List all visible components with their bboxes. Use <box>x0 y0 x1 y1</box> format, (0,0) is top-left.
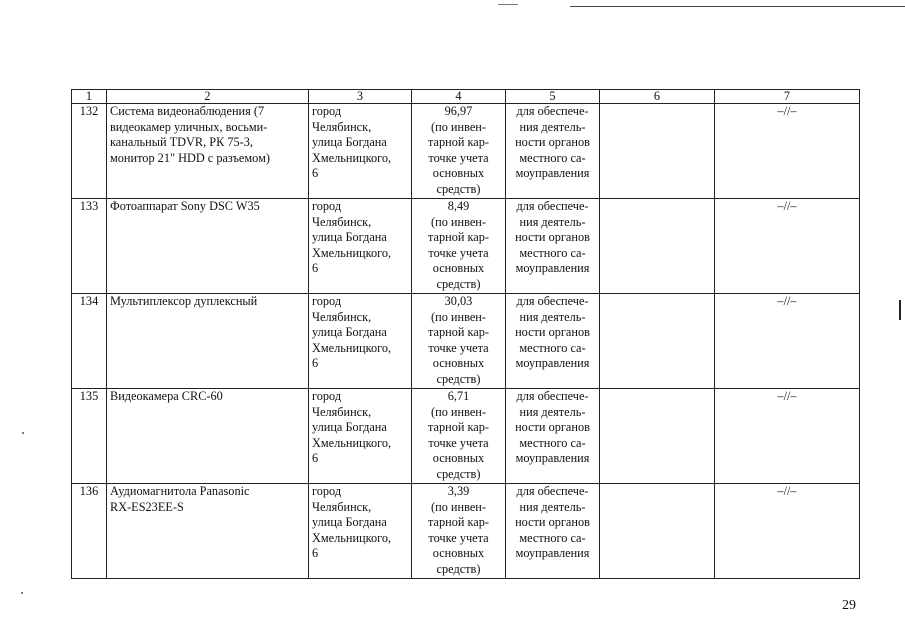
table-row <box>72 199 860 294</box>
item-column-7: –//– <box>715 294 860 389</box>
table-row <box>72 104 860 199</box>
scan-edge-mark <box>899 300 901 320</box>
item-name: Система видеонаблюдения (7 видеокамер уличных, восьми- канальный TDVR, РК 75-3, монитор 21" HDD с разъемом) <box>107 104 309 199</box>
item-column-7: –//– <box>715 199 860 294</box>
column-header-2: 2 <box>107 90 309 104</box>
item-column-7: –//– <box>715 484 860 579</box>
item-name: Аудиомагнитола Panasonic RX-ES23EE-S <box>107 484 309 579</box>
scan-speck <box>21 592 23 594</box>
column-header-6: 6 <box>600 90 715 104</box>
item-column-7: –//– <box>715 104 860 199</box>
item-address: город Челябинск, улица Богдана Хмельницкого, 6 <box>309 389 412 484</box>
item-column-6 <box>600 104 715 199</box>
column-header-3: 3 <box>309 90 412 104</box>
column-header-4: 4 <box>412 90 506 104</box>
item-purpose: для обеспече- ния деятель- ности органов местного са- моуправления <box>506 389 600 484</box>
item-address: город Челябинск, улица Богдана Хмельницкого, 6 <box>309 484 412 579</box>
row-number: 134 <box>72 294 107 389</box>
header-rule <box>570 6 905 7</box>
item-cost: 3,39 (по инвен- тарной кар- точке учета основных средств) <box>412 484 506 579</box>
item-cost: 6,71 (по инвен- тарной кар- точке учета основных средств) <box>412 389 506 484</box>
item-cost: 96,97 (по инвен- тарной кар- точке учета основных средств) <box>412 104 506 199</box>
column-header-1: 1 <box>72 90 107 104</box>
item-column-7: –//– <box>715 389 860 484</box>
page-number: 29 <box>842 598 856 613</box>
row-number: 135 <box>72 389 107 484</box>
table-row <box>72 294 860 389</box>
item-purpose: для обеспече- ния деятель- ности органов местного са- моуправления <box>506 484 600 579</box>
column-header-5: 5 <box>506 90 600 104</box>
item-address: город Челябинск, улица Богдана Хмельницкого, 6 <box>309 294 412 389</box>
item-purpose: для обеспече- ния деятель- ности органов местного са- моуправления <box>506 104 600 199</box>
item-column-6 <box>600 294 715 389</box>
scan-artifact-line <box>498 4 518 5</box>
item-cost: 8,49 (по инвен- тарной кар- точке учета основных средств) <box>412 199 506 294</box>
scan-speck <box>22 432 24 434</box>
item-column-6 <box>600 199 715 294</box>
item-name: Мультиплексор дуплексный <box>107 294 309 389</box>
item-name: Фотоаппарат Sony DSC W35 <box>107 199 309 294</box>
property-registry-table <box>71 89 860 579</box>
row-number: 132 <box>72 104 107 199</box>
row-number: 133 <box>72 199 107 294</box>
table-row <box>72 389 860 484</box>
item-purpose: для обеспече- ния деятель- ности органов местного са- моуправления <box>506 199 600 294</box>
item-address: город Челябинск, улица Богдана Хмельницкого, 6 <box>309 199 412 294</box>
row-number: 136 <box>72 484 107 579</box>
item-purpose: для обеспече- ния деятель- ности органов местного са- моуправления <box>506 294 600 389</box>
item-column-6 <box>600 484 715 579</box>
column-header-7: 7 <box>715 90 860 104</box>
item-name: Видеокамера CRC-60 <box>107 389 309 484</box>
item-column-6 <box>600 389 715 484</box>
table-row <box>72 484 860 579</box>
item-address: город Челябинск, улица Богдана Хмельницкого, 6 <box>309 104 412 199</box>
column-number-header-row <box>72 90 860 104</box>
item-cost: 30,03 (по инвен- тарной кар- точке учета основных средств) <box>412 294 506 389</box>
